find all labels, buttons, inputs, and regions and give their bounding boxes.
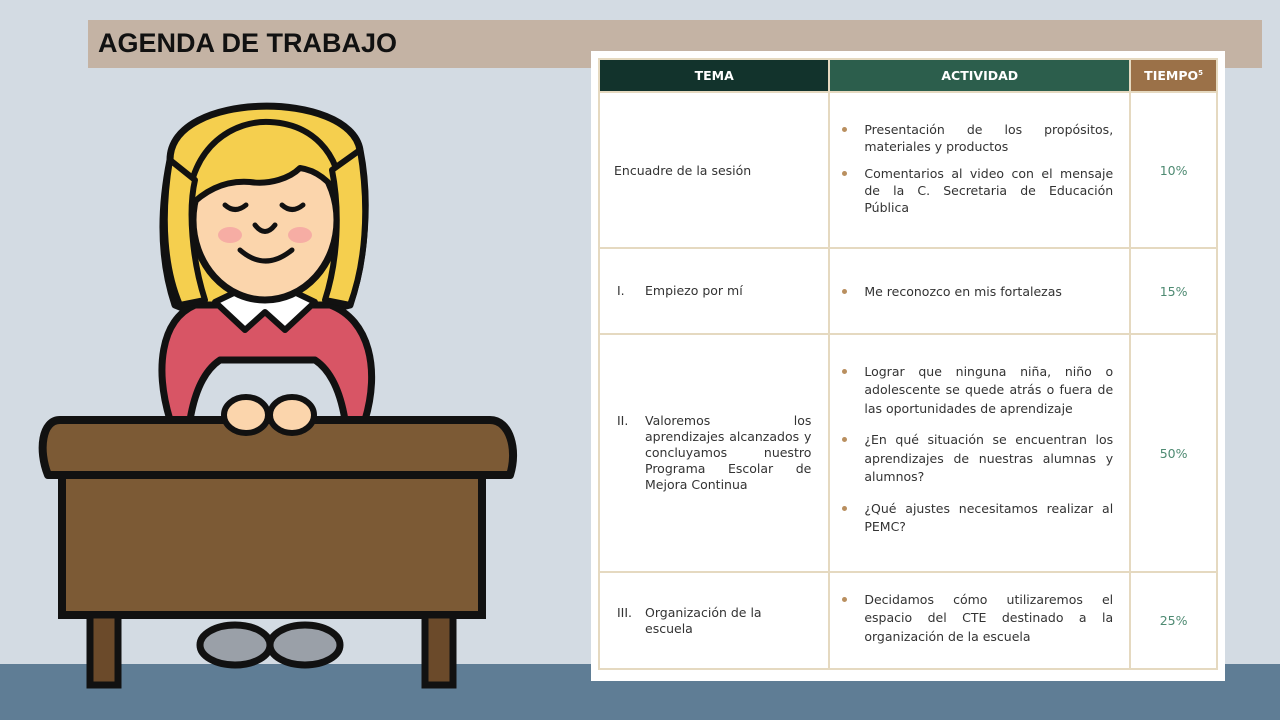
actividad-item: Presentación de los propósitos, materiales y productos bbox=[842, 121, 1113, 155]
actividad-cell bbox=[829, 572, 1130, 669]
tema-number: I. bbox=[617, 283, 625, 298]
tiempo-cell: 15% bbox=[1130, 248, 1217, 334]
actividad-item: ¿En qué situación se encuentran los aprendizajes de nuestras alumnas y alumnos? bbox=[842, 431, 1113, 487]
right-hand bbox=[270, 397, 314, 433]
left-cheek bbox=[218, 227, 242, 243]
desk-body bbox=[62, 475, 482, 615]
table-row bbox=[599, 334, 1217, 572]
page-title: AGENDA DE TRABAJO bbox=[98, 28, 398, 58]
header-tema: TEMA bbox=[599, 59, 829, 92]
actividad-item: Lograr que ninguna niña, niño o adolescente se quede atrás o fuera de las oportunidades de aprendizaje bbox=[842, 363, 1113, 419]
tema-cell bbox=[599, 92, 829, 248]
tema-cell bbox=[599, 572, 829, 669]
tema-text: Organización de la escuela bbox=[645, 604, 762, 636]
girl-at-desk-illustration bbox=[20, 90, 540, 700]
tema-number: II. bbox=[617, 413, 629, 428]
sweater bbox=[162, 305, 372, 420]
left-shoe bbox=[200, 625, 270, 665]
tema-cell bbox=[599, 334, 829, 572]
header-tiempo-footnote: 5 bbox=[1198, 68, 1203, 77]
agenda-card bbox=[591, 51, 1225, 681]
desk-leg-left bbox=[90, 615, 118, 685]
tiempo-cell: 10% bbox=[1130, 92, 1217, 248]
tema-number: III. bbox=[617, 604, 633, 620]
right-cheek bbox=[288, 227, 312, 243]
header-tiempo-label: TIEMPO bbox=[1144, 68, 1199, 83]
actividad-cell bbox=[829, 92, 1130, 248]
desk-leg-right bbox=[425, 615, 453, 685]
header-tiempo bbox=[1130, 59, 1217, 92]
actividad-item: Comentarios al video con el mensaje de la C. Secretaria de Educación Pública bbox=[842, 165, 1113, 216]
tema-text: Valoremos los aprendizajes alcanzados y concluyamos nuestro Programa Escolar de Mejora Continua bbox=[645, 413, 812, 492]
actividad-cell bbox=[829, 334, 1130, 572]
table-row bbox=[599, 92, 1217, 248]
tiempo-cell: 50% bbox=[1130, 334, 1217, 572]
actividad-item: Decidamos cómo utilizaremos el espacio del CTE destinado a la organización de la escuela bbox=[842, 591, 1113, 647]
table-row bbox=[599, 248, 1217, 334]
tema-text: Empiezo por mí bbox=[645, 283, 743, 298]
tema-cell bbox=[599, 248, 829, 334]
right-shoe bbox=[270, 625, 340, 665]
actividad-item: Me reconozco en mis fortalezas bbox=[842, 283, 1113, 300]
actividad-item: ¿Qué ajustes necesitamos realizar al PEMC? bbox=[842, 500, 1113, 537]
header-actividad: ACTIVIDAD bbox=[829, 59, 1130, 92]
agenda-table bbox=[598, 58, 1218, 670]
tema-text: Encuadre de la sesión bbox=[614, 162, 752, 178]
actividad-cell bbox=[829, 248, 1130, 334]
tiempo-cell: 25% bbox=[1130, 572, 1217, 669]
left-hand bbox=[224, 397, 268, 433]
table-row bbox=[599, 572, 1217, 669]
